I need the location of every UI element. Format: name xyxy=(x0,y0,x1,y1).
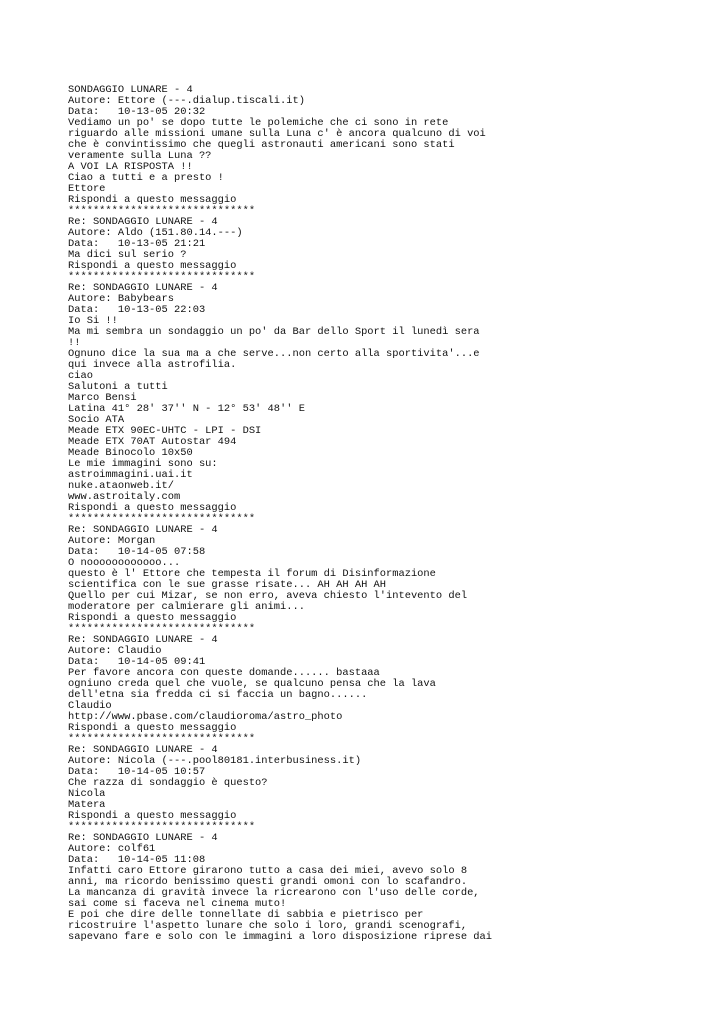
separator-line: ****************************** xyxy=(68,513,256,525)
message-author: Autore: Ettore (---.dialup.tiscali.it) xyxy=(68,95,305,107)
separator-line: ****************************** xyxy=(68,821,256,833)
message-subject: Re: SONDAGGIO LUNARE - 4 xyxy=(68,832,218,844)
text-line: Ma dici sul serio ? xyxy=(68,249,187,261)
message-subject: Re: SONDAGGIO LUNARE - 4 xyxy=(68,744,218,756)
text-line: Le mie immagini sono su: xyxy=(68,458,218,470)
text-line: A VOI LA RISPOSTA !! xyxy=(68,161,193,173)
text-line: Socio ATA xyxy=(68,414,125,426)
message-date: Data: 10-14-05 09:41 xyxy=(68,656,206,668)
message-date: Data: 10-13-05 22:03 xyxy=(68,304,206,316)
message-subject: Re: SONDAGGIO LUNARE - 4 xyxy=(68,524,218,536)
text-line: veramente sulla Luna ?? xyxy=(68,150,212,162)
text-line: Marco Bensi xyxy=(68,392,137,404)
reply-link: Rispondi a questo messaggio xyxy=(68,194,237,206)
reply-link: Rispondi a questo messaggio xyxy=(68,260,237,272)
message-author: Autore: Morgan xyxy=(68,535,156,547)
text-line: anni, ma ricordo benissimo questi grandi omoni con lo scafandro. xyxy=(68,876,468,888)
text-line: ogniuno creda quel che vuole, se qualcuno pensa che la lava xyxy=(68,678,436,690)
separator-line: ****************************** xyxy=(68,271,256,283)
message-subject: Re: SONDAGGIO LUNARE - 4 xyxy=(68,216,218,228)
reply-link: Rispondi a questo messaggio xyxy=(68,722,237,734)
text-line: http://www.pbase.com/claudioroma/astro_photo xyxy=(68,711,343,723)
text-line: astroimmagini.uai.it xyxy=(68,469,193,481)
text-line: ciao xyxy=(68,370,93,382)
message-subject: Re: SONDAGGIO LUNARE - 4 xyxy=(68,282,218,294)
text-line: dell'etna sia fredda ci si faccia un bagno...... xyxy=(68,689,368,701)
separator-line: ****************************** xyxy=(68,733,256,745)
text-line: Latina 41° 28' 37'' N - 12° 53' 48'' E xyxy=(68,403,305,415)
reply-link: Rispondi a questo messaggio xyxy=(68,502,237,514)
message-subject: SONDAGGIO LUNARE - 4 xyxy=(68,84,193,96)
document-body xyxy=(68,85,708,943)
separator-line: ****************************** xyxy=(68,623,256,635)
message-author: Autore: Claudio xyxy=(68,645,162,657)
text-line: www.astroitaly.com xyxy=(68,491,181,503)
text-line: moderatore per calmierare gli animi... xyxy=(68,601,305,613)
text-line: Quello per cui Mizar, se non erro, aveva chiesto l'intevento del xyxy=(68,590,468,602)
message-date: Data: 10-13-05 21:21 xyxy=(68,238,206,250)
text-line: Per favore ancora con queste domande...... bastaaa xyxy=(68,667,380,679)
text-line: Meade Binocolo 10x50 xyxy=(68,447,193,459)
text-line: Infatti caro Ettore girarono tutto a casa dei miei, avevo solo 8 xyxy=(68,865,468,877)
text-line: Meade ETX 90EC-UHTC - LPI - DSI xyxy=(68,425,262,437)
text-line: Ciao a tutti e a presto ! xyxy=(68,172,224,184)
reply-link: Rispondi a questo messaggio xyxy=(68,810,237,822)
text-line: E poi che dire delle tonnellate di sabbia e pietrisco per xyxy=(68,909,424,921)
text-line: Vediamo un po' se dopo tutte le polemiche che ci sono in rete xyxy=(68,117,449,129)
text-line: sapevano fare e solo con le immagini a loro disposizione riprese dai xyxy=(68,931,493,943)
text-line: sai come si faceva nel cinema muto! xyxy=(68,898,287,910)
text-line: riguardo alle missioni umane sulla Luna c' è ancora qualcuno di voi xyxy=(68,128,486,140)
text-line: Io Si !! xyxy=(68,315,118,327)
message-date: Data: 10-14-05 07:58 xyxy=(68,546,206,558)
text-line: Matera xyxy=(68,799,106,811)
text-line: Salutoni a tutti xyxy=(68,381,168,393)
reply-link: Rispondi a questo messaggio xyxy=(68,612,237,624)
text-line: !! xyxy=(68,337,81,349)
text-line: O noooooooooooo... xyxy=(68,557,181,569)
message-author: Autore: Nicola (---.pool80181.interbusiness.it) xyxy=(68,755,362,767)
text-line: Claudio xyxy=(68,700,112,712)
text-line: Ma mi sembra un sondaggio un po' da Bar dello Sport il lunedì sera xyxy=(68,326,480,338)
text-line: Ettore xyxy=(68,183,106,195)
message-subject: Re: SONDAGGIO LUNARE - 4 xyxy=(68,634,218,646)
text-line: nuke.ataonweb.it/ xyxy=(68,480,175,492)
text-line: Ognuno dice la sua ma a che serve...non certo alla sportivita'...e xyxy=(68,348,480,360)
text-line: La mancanza di gravità invece la ricrearono con l'uso delle corde, xyxy=(68,887,480,899)
message-author: Autore: colf61 xyxy=(68,843,156,855)
message-author: Autore: Babybears xyxy=(68,293,175,305)
text-line: Che razza di sondaggio è questo? xyxy=(68,777,268,789)
text-line: che è convintissimo che quegli astronauti americani sono stati xyxy=(68,139,455,151)
text-line: scientifica con le sue grasse risate... AH AH AH AH xyxy=(68,579,387,591)
text-line: Nicola xyxy=(68,788,106,800)
message-date: Data: 10-14-05 11:08 xyxy=(68,854,206,866)
text-line: questo è l' Ettore che tempesta il forum di Disinformazione xyxy=(68,568,436,580)
text-line: ricostruire l'aspetto lunare che solo i loro, grandi scenografi, xyxy=(68,920,468,932)
text-line: Meade ETX 70AT Autostar 494 xyxy=(68,436,237,448)
message-date: Data: 10-14-05 10:57 xyxy=(68,766,206,778)
separator-line: ****************************** xyxy=(68,205,256,217)
message-date: Data: 10-13-05 20:32 xyxy=(68,106,206,118)
text-line: qui invece alla astrofilia. xyxy=(68,359,237,371)
message-author: Autore: Aldo (151.80.14.---) xyxy=(68,227,243,239)
